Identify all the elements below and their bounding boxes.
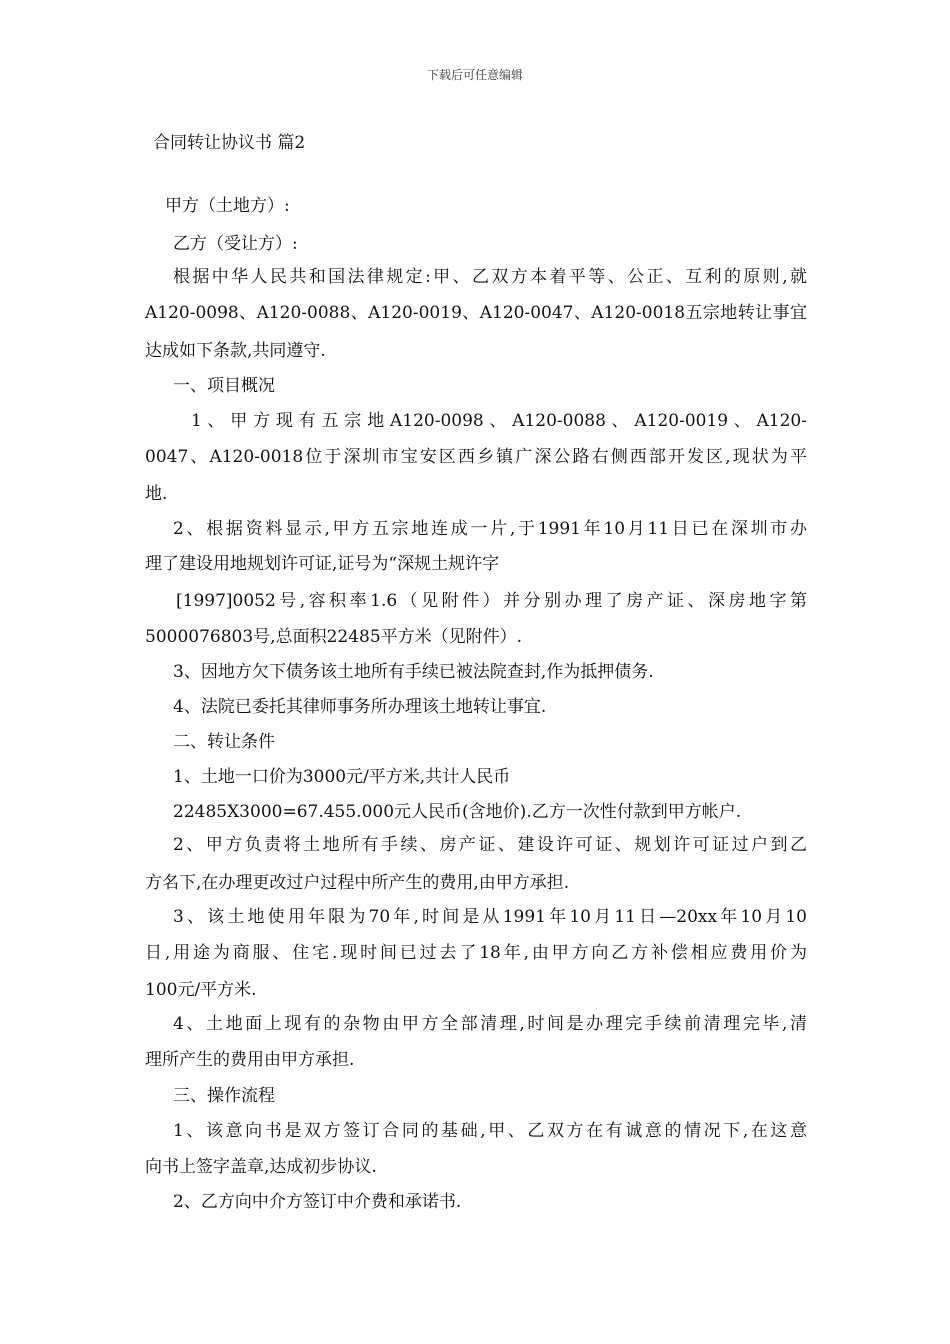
paragraph-line: 3、因地方欠下债务该土地所有手续已被法院查封,作为抵押债务. [173, 662, 654, 682]
paragraph-line: 2、甲方负责将土地所有手续、房产证、建设许可证、规划许可证过户到乙 [173, 835, 807, 855]
paragraph-line: 100元/平方米. [145, 980, 257, 1000]
paragraph-line: 0047、A120-0018位于深圳市宝安区西乡镇广深公路右侧西部开发区,现状为平 [145, 447, 807, 467]
paragraph-line: 4、土地面上现有的杂物由甲方全部清理,时间是办理完手续前清理完毕,清 [173, 1014, 807, 1034]
party-a-line: 甲方（土地方）: [165, 196, 290, 216]
paragraph-line: 向书上签字盖章,达成初步协议. [145, 1157, 377, 1177]
paragraph-line: [1997]0052号,容积率1.6（见附件）并分别办理了房产证、深房地字第 [176, 591, 807, 611]
paragraph-line: 1、该意向书是双方签订合同的基础,甲、乙双方在有诚意的情况下,在这意 [173, 1121, 807, 1141]
paragraph-line: 达成如下条款,共同遵守. [145, 341, 326, 361]
party-b-line: 乙方（受让方）: [173, 234, 298, 254]
paragraph-line: 4、法院已委托其律师事务所办理该土地转让事宜. [173, 697, 547, 717]
paragraph-line: 3、该土地使用年限为70年,时间是从1991年10月11日—20xx年10月10 [173, 907, 807, 927]
paragraph-line: 5000076803号,总面积22485平方米（见附件）. [145, 627, 523, 647]
document-title: 合同转让协议书 篇2 [153, 133, 306, 153]
paragraph-line: 1、土地一口价为3000元/平方米,共计人民币 [173, 767, 511, 787]
header-note: 下载后可任意编辑 [426, 68, 523, 82]
paragraph-line: 2、乙方向中介方签订中介费和承诺书. [173, 1192, 462, 1212]
paragraph-line: 理所产生的费用由甲方承担. [145, 1050, 355, 1070]
section-heading: 二、转让条件 [173, 732, 275, 752]
paragraph-line: 地. [145, 484, 168, 504]
paragraph-line: 理了建设用地规划许可证,证号为“深规土规许字 [145, 554, 500, 574]
section-heading: 一、项目概况 [173, 376, 275, 396]
paragraph-line: 方名下,在办理更改过户过程中所产生的费用,由甲方承担. [145, 873, 570, 893]
paragraph-line: 22485X3000=67.455.000元人民币(含地价).乙方一次性付款到甲方帐户. [173, 802, 742, 822]
paragraph-line: 根据中华人民共和国法律规定:甲、乙双方本着平等、公正、互利的原则,就 [173, 267, 807, 287]
paragraph-line: 1 、 甲 方 现 有 五 宗 地 A120-0098 、 A120-0088 、 A120-0019 、 A120- [191, 411, 807, 431]
paragraph-line: 2、根据资料显示,甲方五宗地连成一片,于1991年10月11日已在深圳市办 [173, 519, 807, 539]
paragraph-line: 日,用途为商服、住宅.现时间已过去了18年,由甲方向乙方补偿相应费用价为 [145, 943, 807, 963]
paragraph-line: A120-0098、A120-0088、A120-0019、A120-0047、A120-0018五宗地转让事宜 [145, 303, 807, 323]
section-heading: 三、操作流程 [173, 1086, 275, 1106]
